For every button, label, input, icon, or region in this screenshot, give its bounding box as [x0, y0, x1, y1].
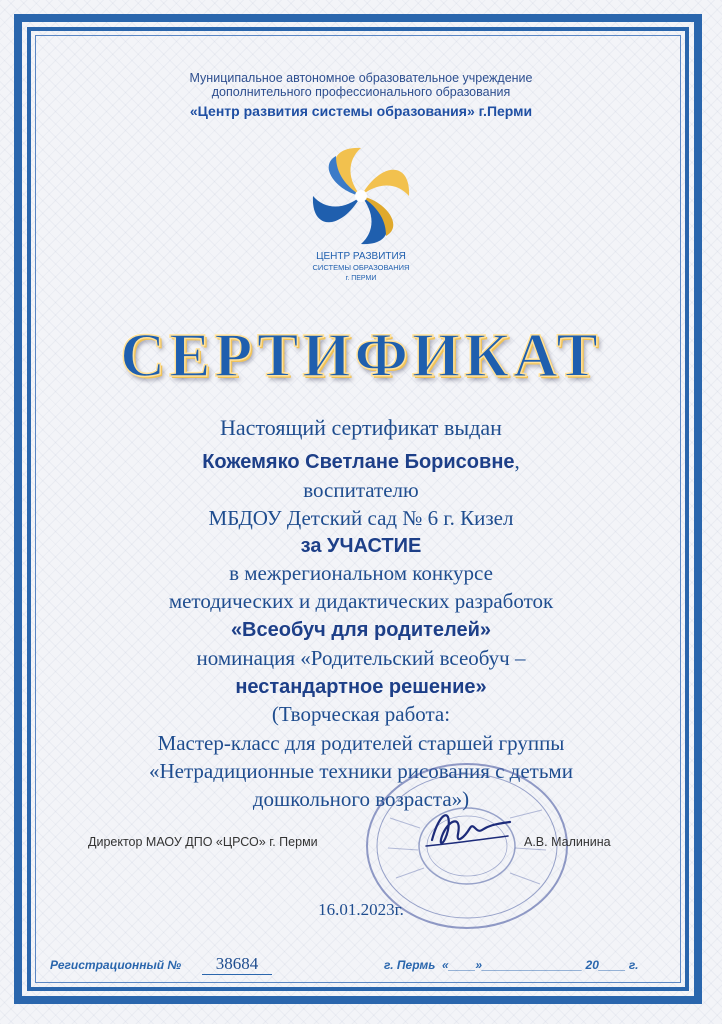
work-line-4: дошкольного возраста») [252, 787, 470, 811]
crso-logo [296, 136, 426, 286]
recipient-name: Кожемяко Светлане Борисовне [202, 451, 515, 473]
logo-swirl-icon [313, 148, 409, 244]
logo-text-2: СИСТЕМЫ ОБРАЗОВАНИЯ [312, 263, 410, 272]
issue-date: 16.01.2023г. [318, 900, 404, 919]
issued-line: Настоящий сертификат выдан [220, 415, 502, 440]
nomination-line-1: номинация «Родительский всеобуч – [196, 646, 526, 670]
registration-label: Регистрационный № [50, 958, 182, 972]
certificate-title: СЕРТИФИКАТ [120, 322, 602, 390]
contest-line-1: в межрегиональном конкурсе [229, 561, 493, 585]
award-text: за УЧАСТИЕ [300, 535, 422, 557]
director-label: Директор МАОУ ДПО «ЦРСО» г. Перми [88, 835, 318, 849]
contest-name-line [0, 619, 722, 640]
logo-text-1: ЦЕНТР РАЗВИТИЯ [316, 251, 406, 262]
registration-number: 38684 [202, 954, 272, 975]
nomination-line-2: нестандартное решение» [235, 676, 487, 698]
contest-line-2: методических и дидактических разработок [168, 589, 554, 613]
handwritten-signature [418, 800, 518, 860]
registration-city-line: г. Пермь «____»_______________ 20____ г. [384, 958, 639, 972]
org-line-3: «Центр развития системы образования» г.Перми [189, 103, 533, 119]
recipient-comma: , [514, 449, 520, 473]
org-line-1: Муниципальное автономное образовательное учреждение [189, 71, 533, 85]
recipient-line [0, 451, 722, 472]
work-line-3: «Нетрадиционные техники рисования с детьми [149, 759, 573, 783]
nomination-line-2-wrap [0, 676, 722, 697]
position-line: воспитателю [303, 478, 419, 502]
logo-text-3: г. ПЕРМИ [345, 275, 377, 282]
director-name: А.В. Малинина [524, 835, 611, 849]
institution-line: МБДОУ Детский сад № 6 г. Кизел [208, 506, 514, 530]
work-line-2: Мастер-класс для родителей старшей группы [157, 731, 565, 755]
org-line-2: дополнительного профессионального образования [211, 85, 511, 99]
contest-name: «Всеобуч для родителей» [230, 619, 492, 641]
award-line [0, 535, 722, 556]
work-line-1: (Творческая работа: [271, 702, 451, 726]
